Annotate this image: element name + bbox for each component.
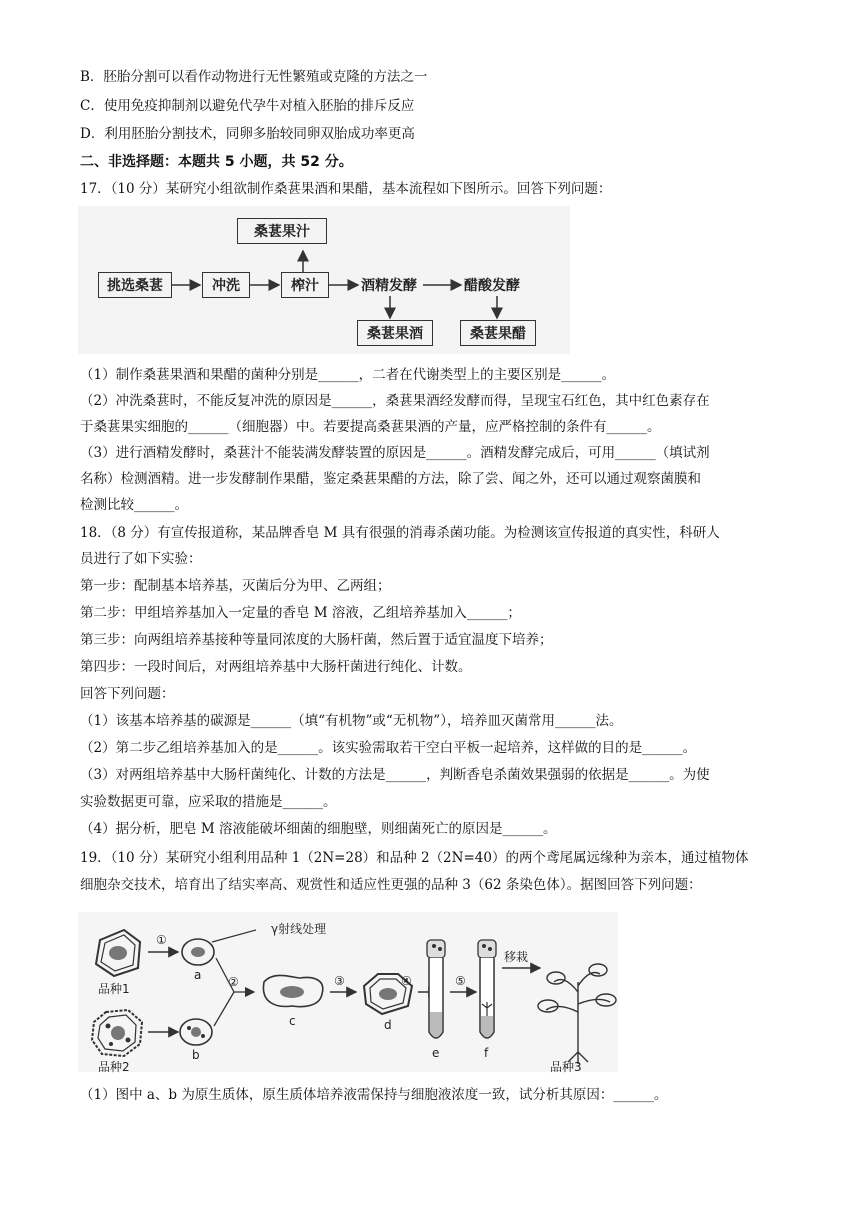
option-b: B．胚胎分割可以看作动物进行无性繁殖或克隆的方法之一 xyxy=(80,69,428,85)
label-b: b xyxy=(192,1048,200,1062)
q17-part3-line1: （3）进行酒精发酵时，桑葚汁不能装满发酵装置的原因是______。酒精发酵完成后，可用______（填试剂 xyxy=(80,445,710,461)
q17-part2-line2: 于桑葚果实细胞的______（细胞器）中。若要提高桑葚果酒的产量，应严格控制的条件有______。 xyxy=(80,419,661,435)
label-a: a xyxy=(194,968,202,982)
q18-part3-line1: （3）对两组培养基中大肠杆菌纯化、计数的方法是______，判断香皂杀菌效果强弱的依据是______。为使 xyxy=(80,767,710,783)
box-select-mulberry: 挑选桑葚 xyxy=(98,272,172,298)
variety1-cell xyxy=(96,930,140,976)
q17-part3-line2: 名称）检测酒精。进一步发酵制作果醋，鉴定桑葚果醋的方法，除了尝、闻之外，还可以通过观察菌膜和 xyxy=(80,471,701,487)
culture-tube-f xyxy=(478,940,496,1038)
label-alcohol-fermentation: 酒精发酵 xyxy=(361,278,417,294)
step-4-marker: ④ xyxy=(401,974,412,988)
option-c: C．使用免疫抑制剂以避免代孕牛对植入胚胎的排斥反应 xyxy=(80,98,415,114)
label-acetic-fermentation: 醋酸发酵 xyxy=(464,278,520,294)
box-wash: 冲洗 xyxy=(202,272,250,298)
label-e: e xyxy=(432,1046,440,1060)
q18-part4: （4）据分析，肥皂 M 溶液能破坏细菌的细胞壁，则细菌死亡的原因是______。 xyxy=(80,821,557,837)
q18-stem-line1: 18．（8 分）有宣传报道称，某品牌香皂 M 具有很强的消毒杀菌功能。为检测该宣传报道的真实性，科研人 xyxy=(80,525,720,541)
label-c: c xyxy=(289,1014,296,1028)
q19-cell-hybridization-diagram xyxy=(78,912,618,1072)
q17-flow-diagram xyxy=(78,206,570,354)
q17-part2-line1: （2）冲洗桑葚时，不能反复冲洗的原因是______，桑葚果酒经发酵而得，呈现宝石红色，其中红色素存在 xyxy=(80,393,710,409)
label-variety3: 品种3 xyxy=(550,1060,582,1074)
step-5-marker: ⑤ xyxy=(455,974,466,988)
q19-stem-line2: 细胞杂交技术，培育出了结实率高、观赏性和适应性更强的品种 3（62 条染色体）。据图回答下列问题： xyxy=(80,877,702,893)
variety3-plant xyxy=(538,964,616,1064)
q19-part1: （1）图中 a、b 为原生质体，原生质体培养液需保持与细胞液浓度一致，试分析其原因：______。 xyxy=(80,1087,668,1103)
label-d: d xyxy=(384,1018,392,1032)
label-transplant: 移栽 xyxy=(504,950,529,964)
box-mulberry-juice: 桑葚果汁 xyxy=(237,218,327,244)
q18-step1: 第一步：配制基本培养基，灭菌后分为甲、乙两组； xyxy=(80,578,391,594)
culture-tube-e xyxy=(427,940,445,1038)
box-mulberry-wine: 桑葚果酒 xyxy=(357,320,433,346)
q18-step3: 第三步：向两组培养基接种等量同浓度的大肠杆菌，然后置于适宜温度下培养； xyxy=(80,632,553,648)
protoplast-b xyxy=(180,1019,212,1045)
q18-part3-line2: 实验数据更可靠，应采取的措施是______。 xyxy=(80,794,337,810)
variety2-cell xyxy=(92,1010,142,1056)
box-press: 榨汁 xyxy=(281,272,329,298)
q18-stem-line2: 员进行了如下实验： xyxy=(80,551,202,567)
label-variety1: 品种1 xyxy=(98,982,130,996)
option-d: D．利用胚胎分割技术，同卵多胎较同卵双胎成功率更高 xyxy=(80,126,415,142)
q18-part2: （2）第二步乙组培养基加入的是______。该实验需取若干空白平板一起培养，这样做的目的是______。 xyxy=(80,740,697,756)
step-1-marker: ① xyxy=(156,933,167,947)
label-f: f xyxy=(484,1046,489,1060)
q17-part3-line3: 检测比较______。 xyxy=(80,497,188,513)
step-3-marker: ③ xyxy=(334,974,345,988)
q17-part1: （1）制作桑葚果酒和果醋的菌种分别是______，二者在代谢类型上的主要区别是______。 xyxy=(80,367,616,383)
q17-stem: 17．（10 分）某研究小组欲制作桑葚果酒和果醋，基本流程如下图所示。回答下列问题： xyxy=(80,181,612,197)
fused-cell-c xyxy=(263,975,322,1006)
q18-part1: （1）该基本培养基的碳源是______（填“有机物”或“无机物”），培养皿灭菌常用______法。 xyxy=(80,713,623,729)
protoplast-a xyxy=(182,939,214,965)
q18-ask: 回答下列问题： xyxy=(80,686,175,702)
q19-stem-line1: 19．（10 分）某研究小组利用品种 1（2N=28）和品种 2（2N=40）的两个鸢尾属远缘种为亲本，通过植物体 xyxy=(80,850,749,866)
q18-step4: 第四步：一段时间后，对两组培养基中大肠杆菌进行纯化、计数。 xyxy=(80,659,472,675)
step-2-marker: ② xyxy=(228,975,239,989)
label-variety2: 品种2 xyxy=(98,1060,130,1074)
label-gamma-treatment: γ射线处理 xyxy=(271,922,327,936)
section-title: 二、非选择题：本题共 5 小题，共 52 分。 xyxy=(80,154,353,170)
box-mulberry-vinegar: 桑葚果醋 xyxy=(460,320,536,346)
q18-step2: 第二步：甲组培养基加入一定量的香皂 M 溶液，乙组培养基加入______； xyxy=(80,605,521,621)
